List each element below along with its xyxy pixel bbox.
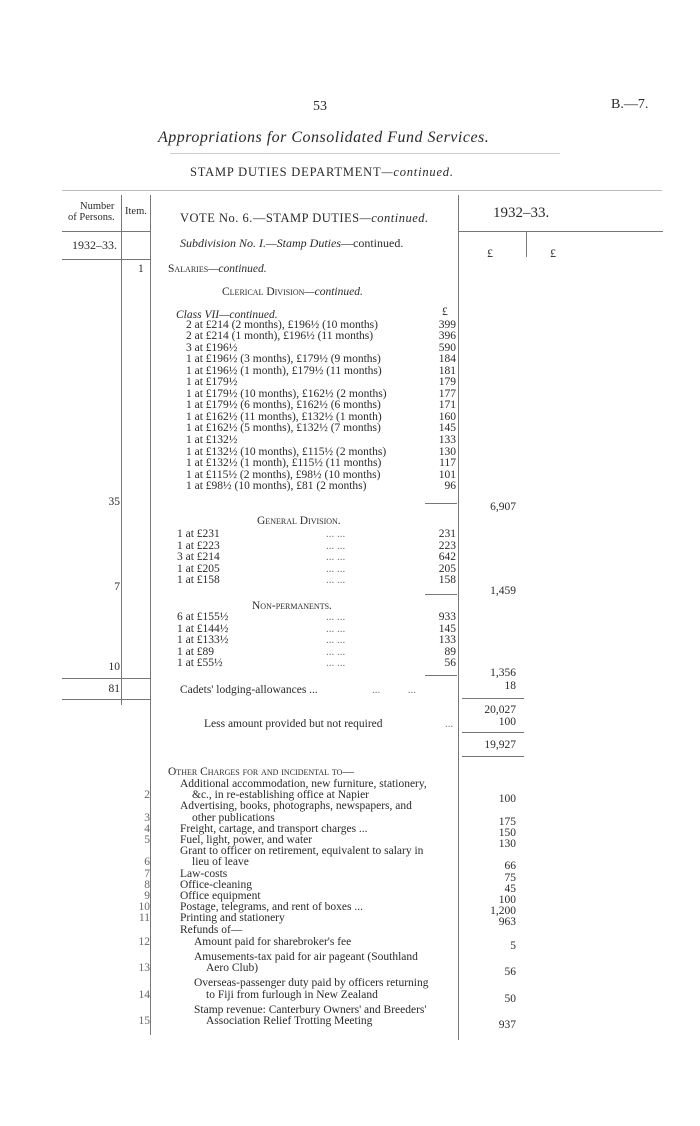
table-top-rule (62, 190, 662, 191)
charge-amount: 963 (498, 916, 516, 929)
salary-row-amount: 184 (438, 353, 456, 366)
charge-line: Freight, cartage, and transport charges ... (180, 822, 368, 835)
nonperm-total: 1,356 (490, 667, 516, 679)
pound-header-b: £ (550, 246, 556, 260)
subdivision-continued: —continued. (341, 236, 404, 250)
leader-dots: ... ... (326, 551, 346, 563)
leader-dots: ... ... (326, 562, 346, 575)
salary-row-text: 1 at £89 (177, 645, 215, 658)
salary-row-text: 1 at £158 (177, 574, 220, 586)
persons-total-rule-top (62, 678, 151, 679)
salary-row-text: 1 at £223 (177, 539, 220, 552)
vote-title-text: VOTE No. 6.—STAMP DUTIES (180, 211, 360, 225)
leader-dots: ... ... (326, 622, 346, 635)
salary-row-text: 1 at £132½ (1 month), £115½ (11 months) (186, 457, 382, 470)
cadets-leader: ... ... (372, 684, 416, 696)
charge-line: Amusements-tax paid for air pageant (Southland (194, 951, 418, 963)
amount-year: 1932–33. (493, 205, 550, 221)
charge-amount: 66 (504, 860, 516, 873)
item-number: 15 (138, 1015, 150, 1027)
charge-line: Stamp revenue: Canterbury Owners' and Breeders' (194, 1003, 427, 1016)
department-continued: —continued. (381, 165, 454, 179)
subtotal: 20,027 (484, 704, 516, 716)
salary-row-amount: 160 (438, 410, 456, 423)
salary-row-amount: 181 (438, 364, 456, 377)
salary-row-amount: 933 (438, 611, 456, 623)
charge-line: Office-cleaning (180, 878, 252, 891)
charge-line: Advertising, books, photographs, newspapers, and (180, 800, 412, 813)
less-amount: 100 (498, 716, 516, 728)
salary-row-text: 1 at £179½ (6 months), £162½ (6 months) (186, 399, 381, 412)
rule-left-year (62, 259, 151, 260)
salary-row-amount: 399 (438, 318, 456, 331)
salary-row-text: 1 at £162½ (11 months), £132½ (1 month) (186, 410, 382, 423)
title-rule (170, 153, 560, 154)
salary-row-text: 1 at £205 (177, 562, 220, 575)
salary-row-amount: 171 (438, 399, 456, 412)
item-header: Item. (125, 206, 147, 217)
persons-year: 1932–33. (72, 238, 117, 252)
salary-row-amount: 89 (444, 645, 456, 658)
item-number: 5 (144, 834, 150, 846)
salary-row-text: 2 at £214 (2 months), £196½ (10 months) (186, 318, 378, 331)
salary-row-amount: 145 (438, 422, 456, 435)
salary-row-amount: 231 (438, 528, 456, 540)
class-heading: Class VII—continued. (176, 309, 278, 321)
charge-line: Additional accommodation, new furniture, stationery, (180, 778, 427, 790)
salary-row-amount: 642 (438, 551, 456, 563)
charge-line: Grant to officer on retirement, equivalent to salary in (180, 845, 424, 858)
general-sum-rule (425, 594, 457, 595)
vote-title-continued: —continued. (359, 211, 429, 225)
general-total: 1,459 (490, 585, 516, 597)
nonperm-heading: Non-permanents. (252, 600, 332, 612)
item-number: 2 (144, 789, 150, 802)
charge-amount: 5 (510, 939, 516, 952)
charge-amount: 150 (498, 826, 516, 839)
salaries-continued: —continued. (208, 263, 267, 275)
salary-row-text: 1 at £133½ (177, 634, 229, 646)
document-ref: B.—7. (611, 97, 649, 112)
subdivision-heading (180, 236, 403, 251)
leader-dots: ... ... (326, 645, 346, 658)
charge-line: other publications (192, 811, 275, 824)
salary-row-amount: 96 (444, 480, 456, 493)
rule-amount-columns (526, 232, 527, 257)
salary-row-text: 1 at £98½ (10 months), £81 (2 months) (186, 480, 367, 493)
clerical-heading (222, 286, 363, 298)
less-leader: ... (445, 718, 454, 730)
charge-line: Aero Club) (206, 962, 259, 975)
charge-amount: 100 (498, 894, 516, 906)
salaries-item-number: 1 (138, 263, 144, 275)
salary-row-amount: 101 (438, 468, 456, 481)
salary-row-text: 1 at £132½ (186, 434, 238, 446)
salary-row-text: 1 at £162½ (5 months), £132½ (7 months) (186, 422, 381, 435)
charge-line: Association Relief Trotting Meeting (206, 1015, 373, 1027)
rule-item-desc (150, 195, 151, 1035)
salary-row-text: 1 at £196½ (1 month), £179½ (11 months) (186, 364, 382, 377)
nonperm-persons: 10 (108, 661, 120, 673)
item-number: 14 (138, 988, 150, 1001)
salary-row-amount: 158 (438, 574, 456, 586)
leader-dots: ... ... (326, 634, 346, 646)
item-number: 9 (144, 890, 150, 902)
clerical-continued: —continued. (304, 286, 363, 298)
charge-amount: 50 (504, 992, 516, 1005)
salary-row-text: 1 at £132½ (10 months), £115½ (2 months) (186, 445, 387, 458)
rule-right-header (458, 231, 663, 232)
salary-row-text: 1 at £55½ (177, 657, 223, 669)
number-persons-header-l1: Number (80, 201, 115, 212)
leader-dots: ... ... (326, 611, 346, 623)
salary-row-text: 6 at £155½ (177, 611, 229, 623)
general-heading: General Division. (257, 515, 341, 527)
charge-line: Amount paid for sharebroker's fee (194, 935, 352, 948)
charge-line: to Fiji from furlough in New Zealand (206, 988, 378, 1001)
clerical-total: 6,907 (490, 501, 516, 513)
clerical-sum-rule (425, 503, 457, 504)
cadets-amount: 18 (504, 680, 516, 692)
charge-amount: 75 (504, 871, 516, 884)
general-persons: 7 (114, 581, 120, 593)
salary-row-text: 1 at £144½ (177, 622, 229, 635)
department-name: STAMP DUTIES DEPARTMENT (190, 165, 382, 179)
salary-row-amount: 205 (438, 562, 456, 575)
item-number: 12 (138, 935, 150, 948)
salary-row-text: 1 at £196½ (3 months), £179½ (9 months) (186, 353, 381, 366)
item-number: 10 (138, 901, 150, 914)
clerical-text: Clerical Division (222, 286, 305, 298)
salary-row-text: 2 at £214 (1 month), £196½ (11 months) (186, 330, 374, 343)
page-number: 53 (313, 99, 327, 114)
other-charges-heading: Other Charges for and incidental to— (168, 766, 354, 778)
charge-amount: 45 (504, 882, 516, 895)
department-heading (190, 165, 454, 180)
salary-row-text: 1 at £231 (177, 528, 220, 540)
salary-row-amount: 133 (438, 634, 456, 646)
total-persons: 81 (108, 683, 120, 695)
page-title: Appropriations for Consolidated Fund Services. (158, 129, 490, 146)
salary-row-text: 1 at £179½ (186, 376, 238, 389)
item-number: 3 (144, 811, 150, 824)
rule-desc-amount (458, 195, 459, 1040)
leader-dots: ... ... (326, 574, 346, 586)
nonperm-sum-rule (425, 675, 457, 676)
clerical-pound-sign: £ (442, 306, 448, 318)
net-total: 19,927 (484, 739, 516, 751)
salary-row-amount: 396 (438, 330, 456, 343)
salary-row-amount: 223 (438, 539, 456, 552)
salary-row-amount: 133 (438, 434, 456, 446)
item-number: 11 (138, 912, 150, 925)
salary-row-amount: 179 (438, 376, 456, 389)
charge-line: Law-costs (180, 867, 228, 880)
net-rule-top (462, 732, 524, 733)
charge-line: Postage, telegrams, and rent of boxes ... (180, 901, 363, 914)
subdivision-text: Subdivision No. I.—Stamp Duties (180, 236, 341, 250)
charge-line: Fuel, light, power, and water (180, 834, 313, 846)
salaries-text: Salaries (168, 263, 209, 275)
salary-row-amount: 117 (439, 457, 456, 470)
charge-amount: 100 (498, 793, 516, 806)
refunds-heading: Refunds of— (180, 923, 243, 936)
salary-row-amount: 145 (438, 622, 456, 635)
leader-dots: ... ... (326, 539, 346, 552)
item-number: 8 (144, 878, 150, 891)
salary-row-amount: 56 (444, 657, 456, 669)
salaries-heading (168, 263, 267, 275)
number-persons-header-l2: of Persons. (68, 212, 115, 223)
charge-line: &c., in re-establishing office at Napier (192, 789, 370, 802)
item-number: 4 (144, 822, 150, 835)
persons-total-rule-bottom (62, 699, 151, 700)
charge-line: Printing and stationery (180, 912, 285, 925)
less-label: Less amount provided but not required (204, 718, 383, 730)
charge-amount: 175 (498, 815, 516, 828)
rule-left-header (62, 231, 151, 232)
leader-dots: ... ... (326, 657, 346, 669)
charge-amount: 130 (498, 838, 516, 850)
rule-persons-item (121, 195, 122, 705)
item-number: 6 (144, 856, 150, 869)
salary-row-text: 1 at £115½ (2 months), £98½ (10 months) (186, 468, 381, 481)
charge-amount: 1,200 (490, 905, 516, 918)
salary-row-amount: 177 (438, 387, 456, 400)
charge-line: Overseas-passenger duty paid by officers returning (194, 977, 429, 990)
item-number: 7 (144, 867, 150, 880)
net-rule-bottom (462, 756, 524, 757)
clerical-persons: 35 (108, 496, 120, 508)
leader-dots: ... ... (326, 528, 346, 540)
cadets-label: Cadets' lodging-allowances ... (180, 684, 318, 696)
salary-row-text: 3 at £196½ (186, 341, 238, 354)
charge-line: lieu of leave (192, 856, 249, 869)
subtotal-rule (462, 698, 524, 699)
salary-row-text: 3 at £214 (177, 551, 220, 563)
item-number: 13 (138, 962, 150, 975)
salary-row-text: 1 at £179½ (10 months), £162½ (2 months) (186, 387, 387, 400)
salary-row-amount: 590 (438, 341, 456, 354)
vote-title (180, 211, 429, 226)
charge-line: Office equipment (180, 890, 261, 902)
charge-amount: 56 (504, 966, 516, 979)
charge-amount: 937 (498, 1019, 516, 1031)
pound-header-a: £ (487, 246, 493, 260)
salary-row-amount: 130 (438, 445, 456, 458)
